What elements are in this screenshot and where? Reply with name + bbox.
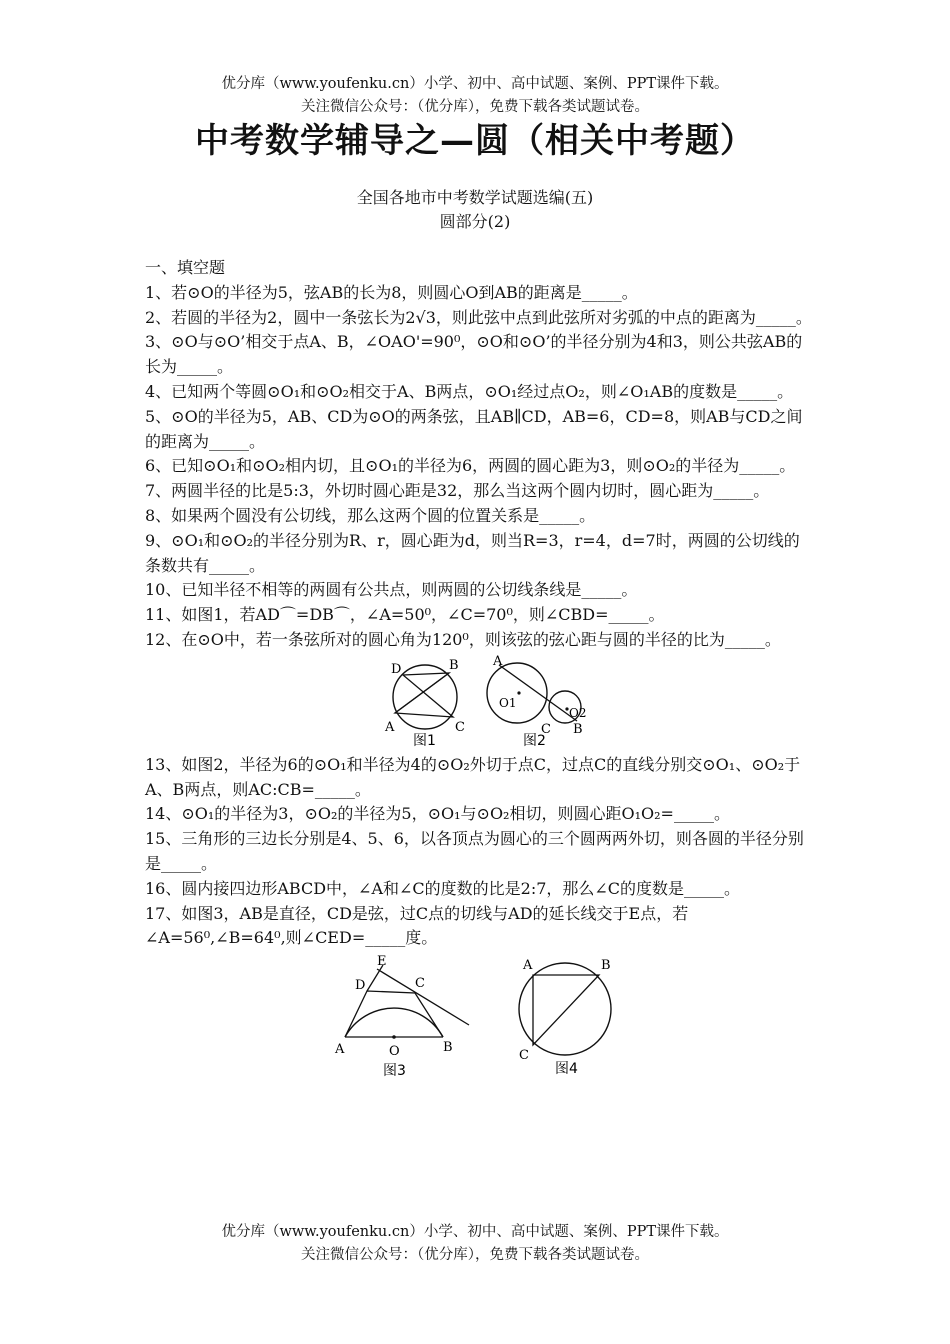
fig2-label-o1: O1 [499,695,517,710]
question-11: 11、如图1，若AD⌒=DB⌒，∠A=50⁰，∠C=70⁰，则∠CBD=_____。 [145,605,665,625]
figure-row-1 [145,653,813,753]
fig4-label-c: C [519,1048,529,1064]
fig2-label-o2: O2 [569,705,587,720]
fig2-label-b: B [573,721,583,737]
fig3-label-e: E [377,954,387,970]
fig4-label-b: B [601,958,611,974]
figure-3 [331,953,481,1079]
figure-row-2 [145,951,813,1081]
fig4-label-d: D [611,1004,622,1020]
question-6: 6、已知⊙O₁和⊙O₂相内切，且⊙O₁的半径为6，两圆的圆心距为3，则⊙O₂的半径为_____。 [145,456,796,476]
question-14: 14、⊙O₁的半径为3，⊙O₂的半径为5，⊙O₁与⊙O₂相切，则圆心距O₁O₂=_____。 [145,804,730,824]
fig4-label-a: A [523,958,533,974]
figure-4 [507,951,627,1079]
question-15: 15、三角形的三边长分别是4、5、6，以各顶点为圆心的三个圆两两外切，则各圆的半径分别是_____。 [145,829,804,873]
question-5: 5、⊙O的半径为5，AB、CD为⊙O的两条弦，且AB∥CD，AB=6，CD=8，则AB与CD之间的距离为_____。 [145,406,803,451]
subtitle-2: 圆部分(2) [439,212,511,231]
header-line-1: 优分库（www.youfenku.cn）小学、初中、高中试题、案例、PPT课件下载。 [221,76,729,92]
fig1-label-d: D [391,661,402,677]
fig1-label-c: C [455,719,465,735]
fig2-caption: 图2 [523,732,546,749]
fig1-caption: 图1 [413,732,436,749]
question-7: 7、两圆半径的比是5:3，外切时圆心距是32，那么当这两个圆内切时，圆心距为_____。 [145,481,770,501]
fig3-label-b: B [443,1040,453,1056]
question-9: 9、⊙O₁和⊙O₂的半径分别为R、r，圆心距为d，则当R=3，r=4，d=7时，两圆的公切线的条数共有_____。 [145,530,800,575]
question-12: 12、在⊙O中，若一条弦所对的圆心角为120⁰，则该弦的弦心距与圆的半径的比为_____。 [145,629,781,649]
question-4: 4、已知两个等圆⊙O₁和⊙O₂相交于A、B两点，⊙O₁经过点O₂，则∠O₁AB的度数是_____。 [145,381,794,401]
page-title: 中考数学辅导之—圆（相关中考题） [195,121,755,161]
subtitle-1: 全国各地市中考数学试题选编(五) [356,188,594,207]
fig3-label-o: O [389,1044,400,1060]
fig2-label-a: A [493,653,503,669]
fig2-label-c: C [541,721,551,737]
fig4-caption: 图4 [555,1061,578,1078]
question-13: 13、如图2，半径为6的⊙O₁和半径为4的⊙O₂外切于点C，过点C的直线分别交⊙O₁、⊙O₂于A、B两点，则AC:CB=_____。 [145,754,801,799]
fig1-label-a: A [385,719,395,735]
question-list [145,256,813,1081]
question-2: 2、若圆的半径为2，圆中一条弦长为2√3，则此弦中点到此弦所对劣弧的中点的距离为_____。 [145,307,812,327]
figure-2 [485,653,605,753]
fig1-label-b: B [449,657,459,673]
figure-1 [365,655,485,751]
question-3: 3、⊙O与⊙O’相交于点A、B，∠OAO'=90⁰，⊙O和⊙O’的半径分别为4和3，则公共弦AB的长为_____。 [145,332,803,377]
fig3-caption: 图3 [383,1063,406,1080]
section-heading: 一、填空题 [145,258,226,277]
question-10: 10、已知半径不相等的两圆有公共点，则两圆的公切线条线是_____。 [145,580,638,600]
footer-line-2: 关注微信公众号：（优分库），免费下载各类试题试卷。 [301,1247,649,1263]
question-8: 8、如果两个圆没有公切线，那么这两个圆的位置关系是_____。 [145,505,596,525]
footer-line-1: 优分库（www.youfenku.cn）小学、初中、高中试题、案例、PPT课件下载。 [221,1224,729,1240]
fig3-label-a: A [335,1042,345,1058]
header-line-2: 关注微信公众号：（优分库），免费下载各类试题试卷。 [301,99,649,115]
question-1: 1、若⊙O的半径为5，弦AB的长为8，则圆心O到AB的距离是_____。 [145,282,638,302]
fig3-label-c: C [415,976,425,992]
question-16: 16、圆内接四边形ABCD中，∠A和∠C的度数的比是2:7，那么∠C的度数是_____。 [145,878,741,898]
fig3-label-d: D [355,978,366,994]
question-17: 17、如图3，AB是直径，CD是弦，过C点的切线与AD的延长线交于E点，若∠A=56⁰,∠B=64⁰,则∠CED=_____度。 [145,903,689,948]
